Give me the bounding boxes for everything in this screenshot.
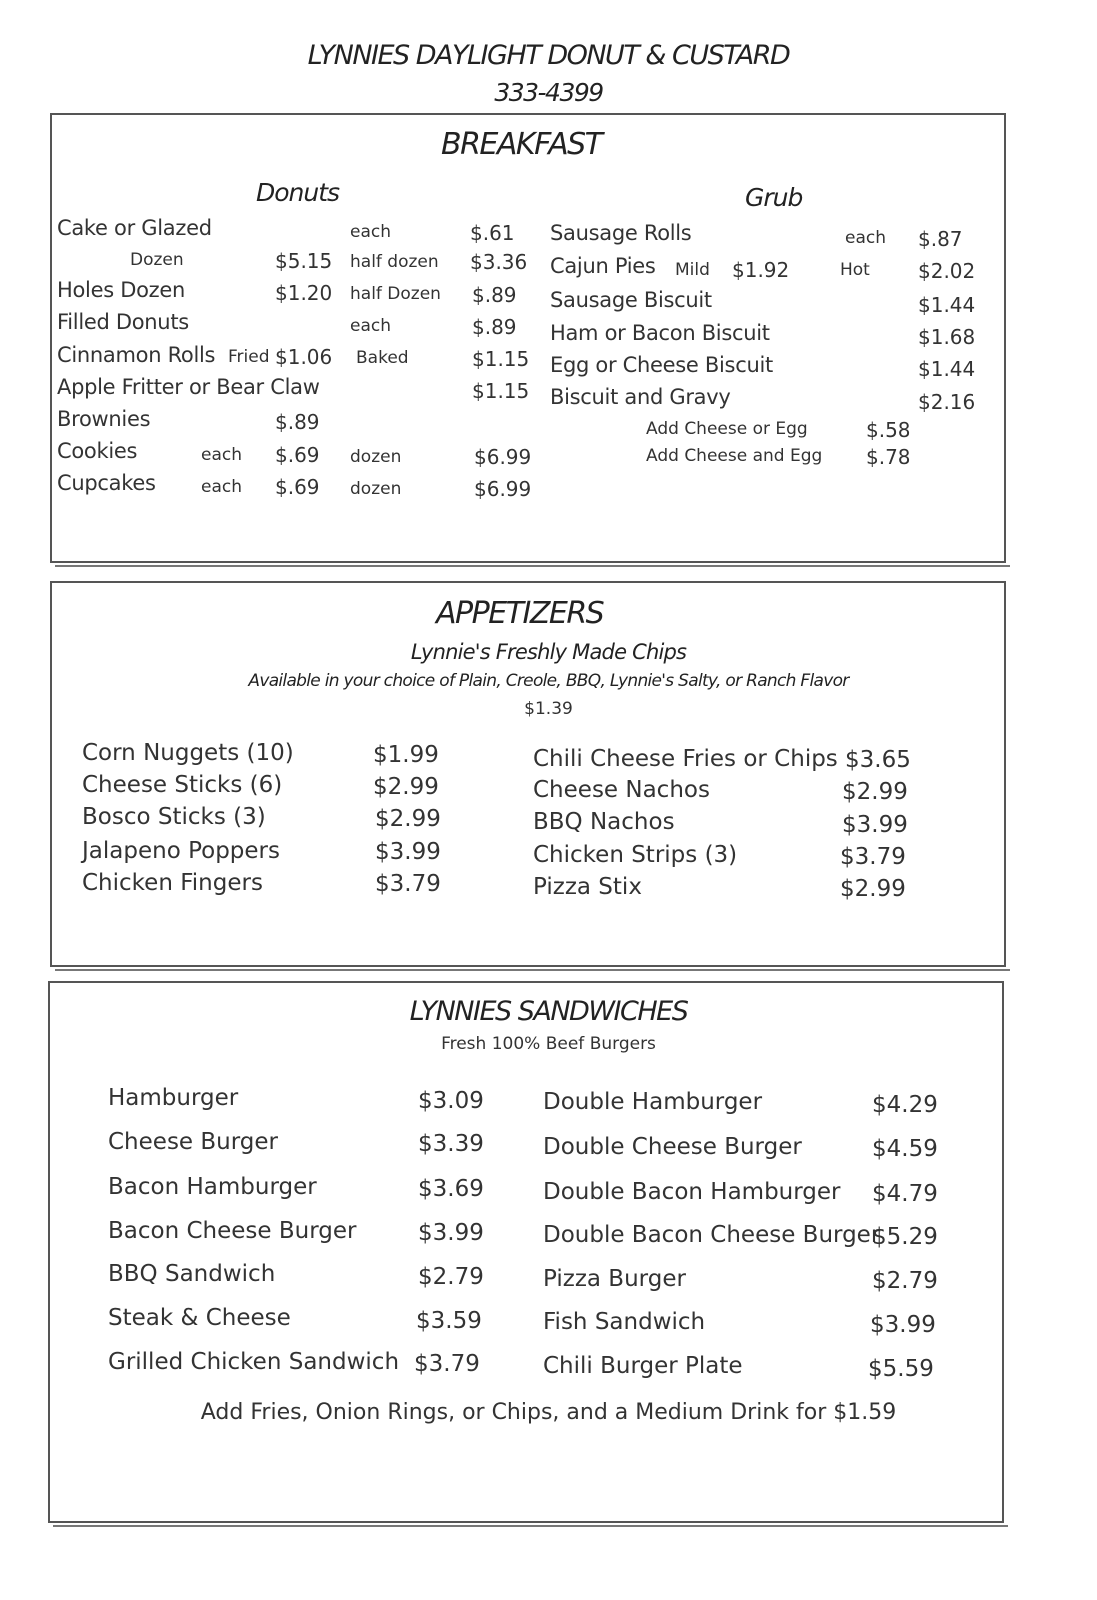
menu-item-name: Brownies (57, 407, 151, 431)
menu-item-name: Bacon Cheese Burger (108, 1218, 357, 1244)
donuts-title: Donuts (256, 178, 340, 207)
menu-item-price: $3.99 (842, 812, 908, 838)
menu-item-price: $.89 (472, 283, 517, 307)
menu-item-price: $4.59 (872, 1136, 938, 1162)
menu-item-name: Hamburger (108, 1085, 239, 1111)
menu-item-unit: dozen (350, 447, 402, 467)
chips-title: Lynnie's Freshly Made Chips (410, 640, 687, 664)
menu-item-name: Steak & Cheese (108, 1305, 291, 1331)
menu-item-unit: dozen (350, 479, 402, 499)
menu-item-price: $1.44 (918, 293, 976, 317)
menu-item-name: Ham or Bacon Biscuit (550, 321, 770, 345)
menu-item-name: Cheese Nachos (533, 777, 710, 803)
grub-title: Grub (745, 183, 803, 212)
menu-item-name: Pizza Stix (533, 874, 642, 900)
menu-item-price: $3.79 (375, 871, 441, 897)
menu-item-name: Apple Fritter or Bear Claw (57, 375, 320, 399)
menu-item-price: $1.99 (373, 742, 439, 768)
menu-item-price: $.89 (275, 410, 320, 434)
menu-item-name: Cinnamon Rolls (57, 343, 216, 367)
menu-item-price: $.61 (470, 221, 515, 245)
menu-item-name: Double Hamburger (543, 1089, 763, 1115)
menu-item-name: Cupcakes (57, 471, 156, 495)
menu-item-price: $6.99 (474, 445, 532, 469)
menu-item-name: Egg or Cheese Biscuit (550, 353, 773, 377)
restaurant-name: LYNNIES DAYLIGHT DONUT & CUSTARD (307, 40, 790, 71)
menu-item-price: $3.99 (418, 1220, 484, 1246)
menu-item-unit: each (350, 222, 391, 242)
chips-description: Available in your choice of Plain, Creole, BBQ, Lynnie's Salty, or Ranch Flavor (248, 671, 849, 691)
menu-item-name: Pizza Burger (543, 1266, 686, 1292)
menu-item-unit: Mild (675, 260, 710, 280)
menu-item-price: $.89 (472, 315, 517, 339)
menu-item-name: Dozen (130, 250, 184, 270)
menu-item-price: $.69 (275, 443, 320, 467)
menu-item-name: BBQ Sandwich (108, 1261, 276, 1287)
menu-item-price: $1.92 (732, 258, 790, 282)
menu-item-name: Chili Burger Plate (543, 1353, 743, 1379)
menu-item-name: Chili Cheese Fries or Chips (533, 746, 838, 772)
menu-item-name: Grilled Chicken Sandwich (108, 1349, 400, 1375)
chips-price: $1.39 (524, 699, 573, 719)
menu-item-price: $3.99 (375, 839, 441, 865)
menu-item-price: $3.65 (845, 747, 911, 773)
menu-item-price: $1.20 (275, 281, 333, 305)
menu-item-price: $2.16 (918, 390, 976, 414)
menu-item-name: Sausage Rolls (550, 221, 692, 245)
menu-item-name: Corn Nuggets (10) (82, 740, 294, 766)
menu-item-price: $5.15 (275, 249, 333, 273)
menu-item-price: $2.79 (418, 1264, 484, 1290)
menu-item-name: Cake or Glazed (57, 216, 212, 240)
menu-item-price: $2.02 (918, 259, 976, 283)
menu-item-name: Cookies (57, 439, 138, 463)
sandwiches-title: LYNNIES SANDWICHES (409, 996, 688, 1027)
menu-item-price: $2.99 (842, 779, 908, 805)
menu-item-unit: each (201, 445, 242, 465)
sandwiches-subtitle: Fresh 100% Beef Burgers (441, 1034, 656, 1054)
menu-item-price: $3.69 (418, 1176, 484, 1202)
menu-item-price: $3.79 (414, 1351, 480, 1377)
menu-item-name: Jalapeno Poppers (82, 838, 280, 864)
menu-item-name: BBQ Nachos (533, 809, 675, 835)
menu-item-price: $3.36 (470, 250, 528, 274)
menu-item-unit: each (350, 316, 391, 336)
menu-item-name: Chicken Fingers (82, 870, 263, 896)
menu-item-name: Cajun Pies (550, 254, 656, 278)
menu-item-name: Filled Donuts (57, 310, 189, 334)
menu-item-price: $5.29 (872, 1224, 938, 1250)
menu-item-name: Double Bacon Hamburger (543, 1179, 841, 1205)
menu-item-unit: each (201, 477, 242, 497)
menu-item-unit: half Dozen (350, 284, 441, 304)
menu-item-unit: Fried (228, 347, 270, 367)
menu-item-price: $3.99 (870, 1312, 936, 1338)
menu-item-price: $1.44 (918, 357, 976, 381)
menu-item-price: $2.79 (872, 1268, 938, 1294)
addon-price: $.58 (866, 418, 911, 442)
menu-item-name: Double Cheese Burger (543, 1134, 802, 1160)
menu-item-name: Sausage Biscuit (550, 288, 712, 312)
menu-item-name: Holes Dozen (57, 278, 185, 302)
menu-item-price: $4.79 (872, 1181, 938, 1207)
menu-item-name: Cheese Sticks (6) (82, 772, 283, 798)
menu-item-name: Biscuit and Gravy (550, 385, 731, 409)
menu-item-name: Bacon Hamburger (108, 1174, 317, 1200)
menu-item-price: $3.39 (418, 1131, 484, 1157)
sandwiches-section (48, 981, 1004, 1523)
menu-item-price: $5.59 (868, 1356, 934, 1382)
menu-item-name: Double Bacon Cheese Burger (543, 1222, 881, 1248)
menu-item-price: $2.99 (373, 774, 439, 800)
menu-item-price: $3.09 (418, 1088, 484, 1114)
appetizers-title: APPETIZERS (436, 596, 604, 631)
menu-item-name: Fish Sandwich (543, 1309, 706, 1335)
menu-item-unit: half dozen (350, 252, 439, 272)
menu-item-price: $1.15 (472, 347, 530, 371)
phone-number: 333-4399 (494, 78, 603, 107)
menu-item-price: $1.15 (472, 379, 530, 403)
menu-item-price: $2.99 (840, 876, 906, 902)
addon-name: Add Cheese and Egg (646, 446, 823, 466)
menu-item-price: $1.06 (275, 345, 333, 369)
menu-item-price: $2.99 (375, 806, 441, 832)
menu-item-price: $3.59 (416, 1308, 482, 1334)
menu-item-name: Bosco Sticks (3) (82, 804, 266, 830)
breakfast-title: BREAKFAST (441, 127, 602, 162)
addon-price: $.78 (866, 445, 911, 469)
menu-item-price: $3.79 (840, 844, 906, 870)
menu-item-unit: Hot (840, 260, 870, 280)
menu-item-unit: Baked (356, 348, 409, 368)
menu-item-name: Chicken Strips (3) (533, 842, 738, 868)
menu-item-price: $4.29 (872, 1092, 938, 1118)
menu-item-price: $1.68 (918, 325, 976, 349)
menu-item-price: $6.99 (474, 477, 532, 501)
menu-item-unit: each (845, 228, 886, 248)
combo-offer: Add Fries, Onion Rings, or Chips, and a Medium Drink for $1.59 (200, 1400, 897, 1425)
menu-item-name: Cheese Burger (108, 1129, 278, 1155)
menu-item-price: $.69 (275, 475, 320, 499)
addon-name: Add Cheese or Egg (646, 419, 808, 439)
menu-item-price: $.87 (918, 227, 963, 251)
